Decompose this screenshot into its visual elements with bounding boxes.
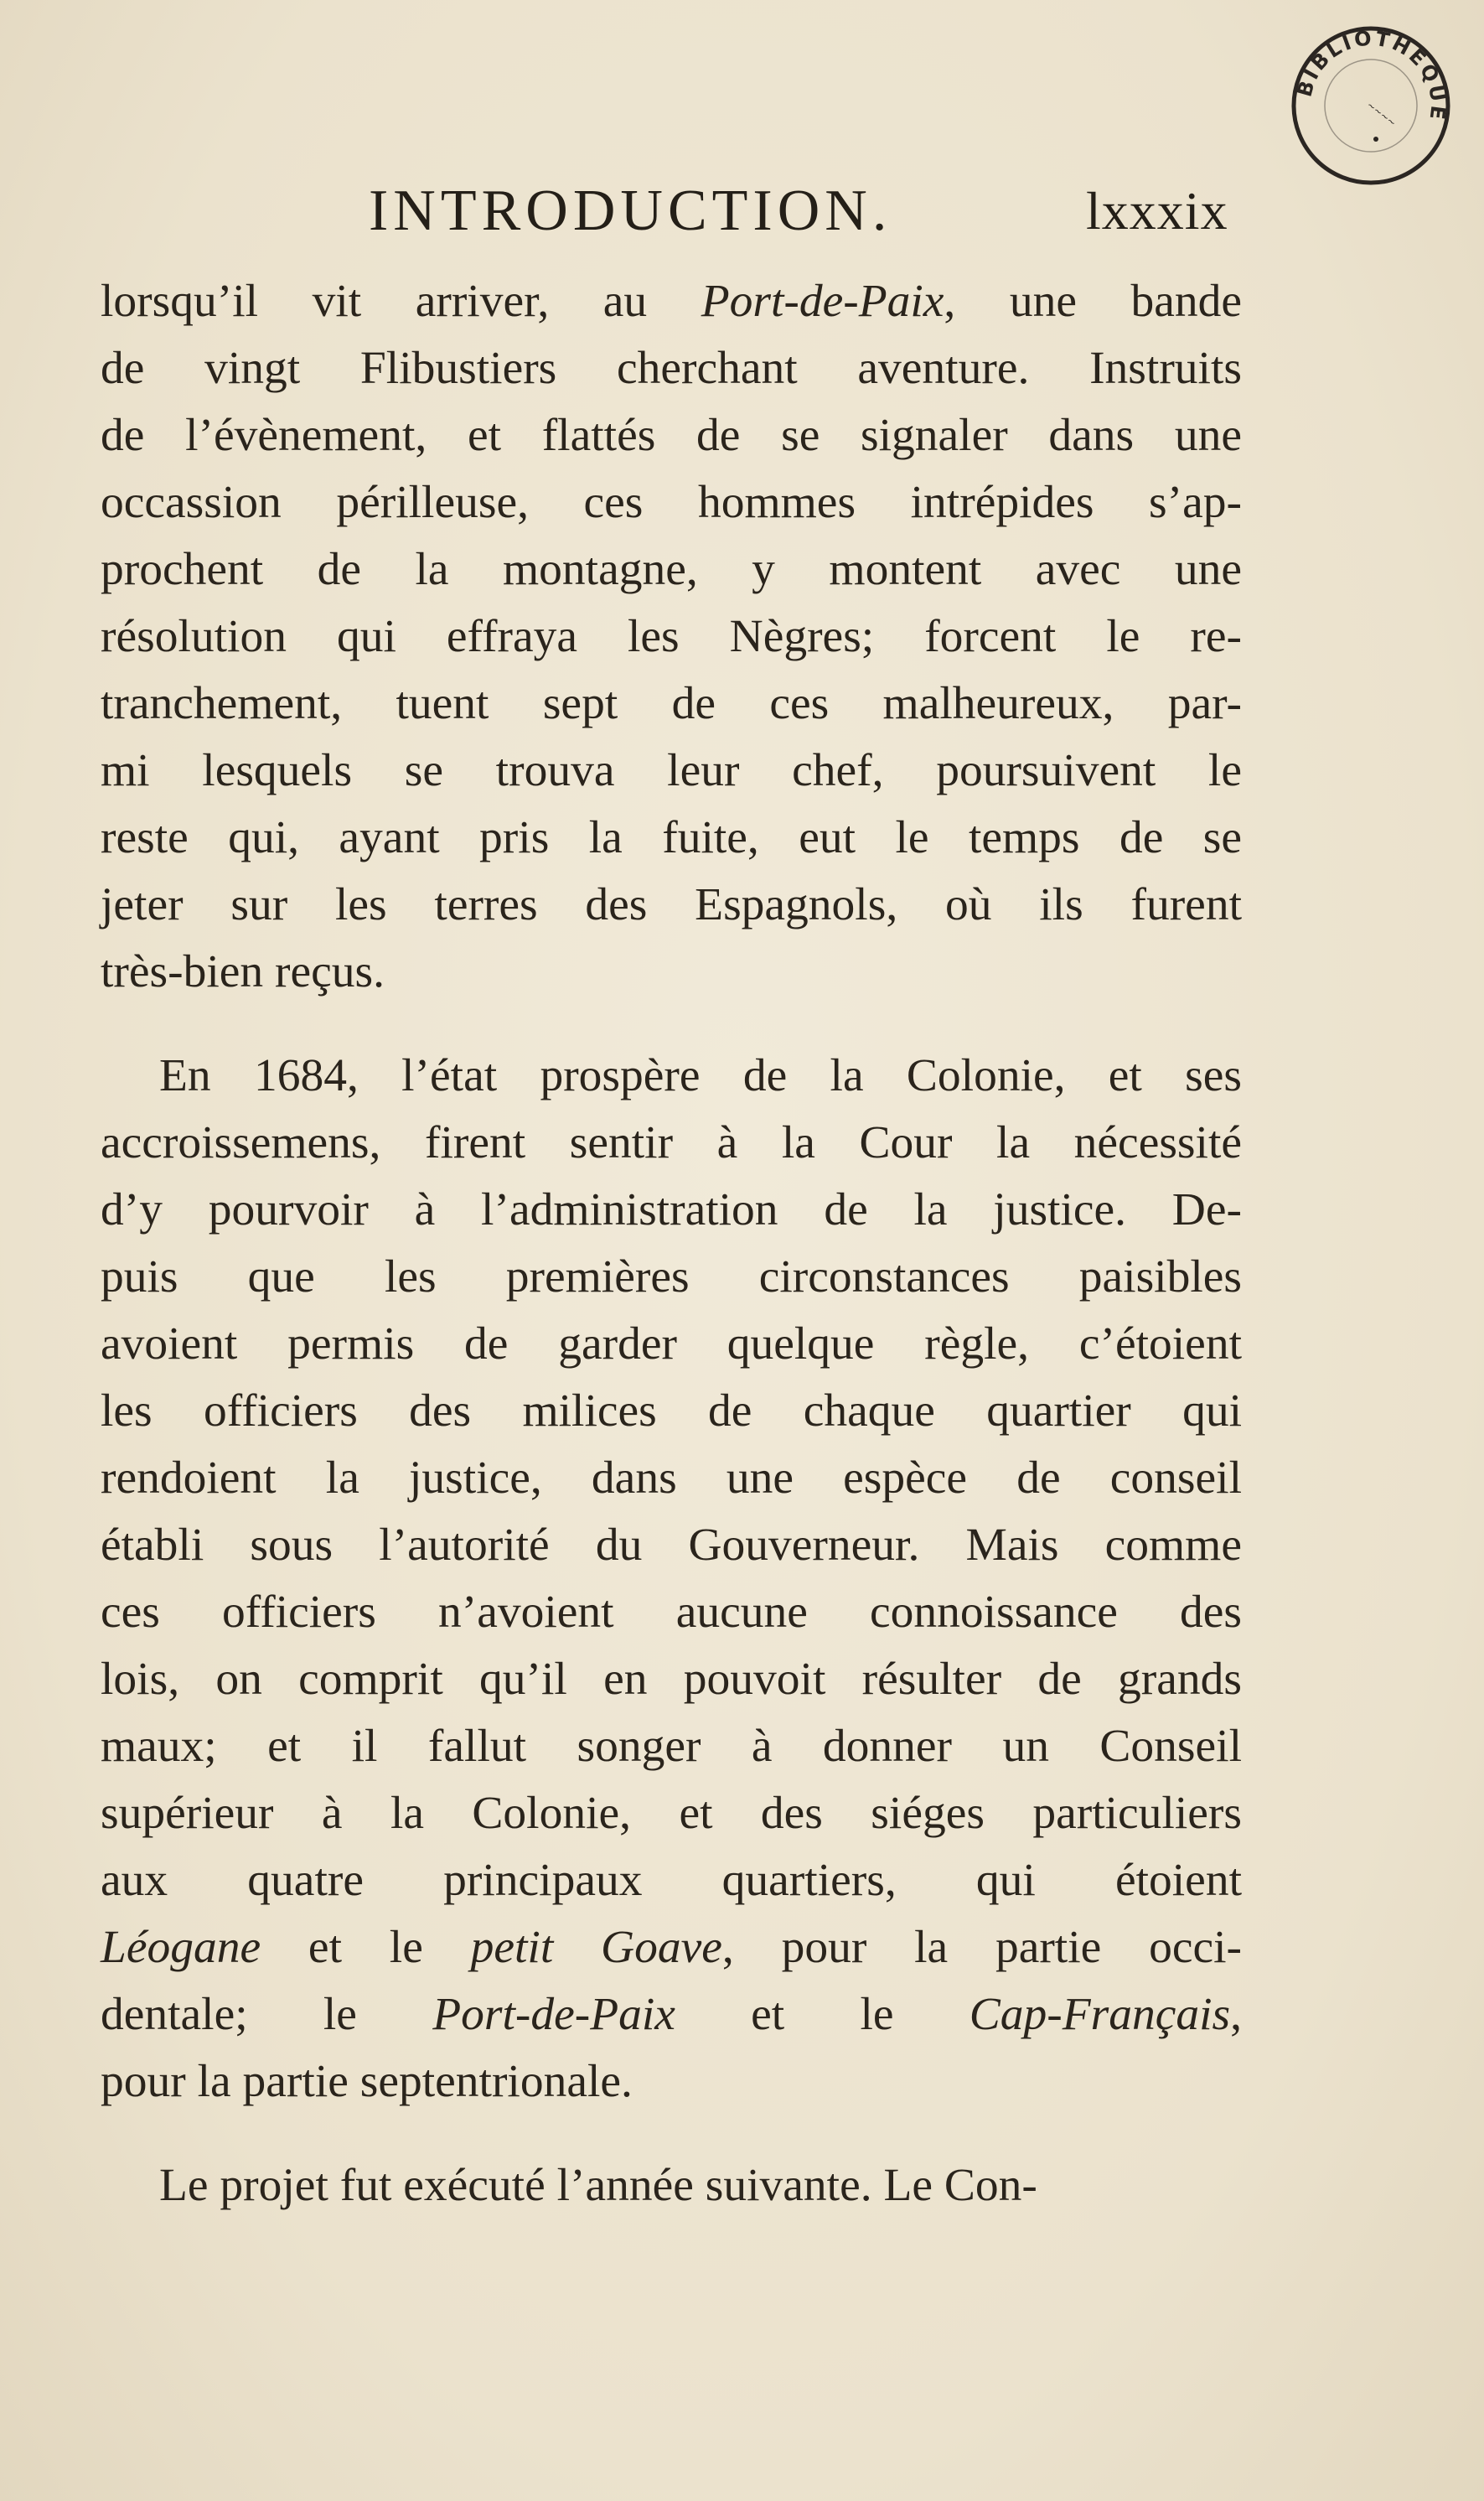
text-segment: En 1684, l’état prospère de la Colonie, et ses [159, 1050, 1242, 1101]
text-line [101, 268, 1242, 335]
text-segment: occassion périlleuse, ces hommes intrépides s’ap- [101, 477, 1242, 528]
text-segment: reste qui, ayant pris la fuite, eut le temps de se [101, 812, 1242, 863]
text-line [101, 1445, 1242, 1512]
italic-place-name: Port-de-Paix [701, 276, 944, 327]
library-stamp [1289, 23, 1453, 188]
text-segment: supérieur à la Colonie, et des siéges particuliers [101, 1788, 1242, 1839]
text-line [101, 1914, 1242, 1981]
text-segment: et le [675, 1989, 970, 2040]
text-segment: établi sous l’autorité du Gouverneur. Mais comme [101, 1520, 1242, 1571]
text-line [101, 1646, 1242, 1713]
text-line [101, 1981, 1242, 2048]
text-line [101, 738, 1242, 805]
text-segment: d’y pourvoir à l’administration de la justice. De- [101, 1184, 1242, 1235]
text-line [101, 1177, 1242, 1244]
text-segment: de vingt Flibustiers cherchant aventure. Instruits [101, 343, 1242, 394]
body-text [101, 268, 1242, 2219]
text-segment: de l’évènement, et flattés de se signaler dans une [101, 410, 1242, 461]
text-segment: lorsqu’il vit arriver, au [101, 276, 701, 327]
text-line [101, 1847, 1242, 1914]
italic-place-name: Cap-Français [969, 1989, 1231, 2040]
text-segment: , pour la partie occi- [721, 1922, 1242, 1973]
text-segment: accroissemens, firent sentir à la Cour la nécessité [101, 1117, 1242, 1168]
paragraph [101, 1043, 1242, 2115]
text-line [101, 872, 1242, 939]
text-segment: , une bande [944, 276, 1242, 327]
text-segment: dentale; le [101, 1989, 433, 2040]
italic-place-name: petit Goave [470, 1922, 722, 1973]
text-line [101, 1110, 1242, 1177]
paragraph-gap [101, 2115, 1242, 2152]
page-number: lxxxix [1086, 181, 1228, 241]
text-line [101, 1713, 1242, 1780]
italic-place-name: Port-de-Paix [432, 1989, 675, 2040]
text-segment: mi lesquels se trouva leur chef, poursuivent le [101, 745, 1242, 796]
text-segment: jeter sur les terres des Espagnols, où ils furent [101, 879, 1242, 930]
text-line [101, 1311, 1242, 1378]
text-line [101, 1579, 1242, 1646]
text-line [101, 1244, 1242, 1311]
text-line [101, 335, 1242, 402]
text-segment: puis que les premières circonstances paisibles [101, 1251, 1242, 1302]
running-head [0, 178, 1484, 245]
paragraph-gap [101, 1006, 1242, 1043]
text-segment: Le projet fut exécuté l’année suivante. Le Con- [159, 2160, 1037, 2211]
text-segment: rendoient la justice, dans une espèce de conseil [101, 1452, 1242, 1504]
stamp-text: BIBLIOTHEQUE [1292, 26, 1450, 124]
text-line [101, 805, 1242, 872]
text-segment: , [1230, 1989, 1243, 2040]
text-line [101, 1780, 1242, 1847]
text-line [101, 2152, 1242, 2219]
text-line [101, 536, 1242, 603]
text-line [101, 2048, 1242, 2115]
text-line [101, 469, 1242, 536]
text-segment: maux; et il fallut songer à donner un Conseil [101, 1721, 1242, 1772]
paragraph [101, 268, 1242, 1006]
text-segment: prochent de la montagne, y montent avec une [101, 544, 1242, 595]
text-segment: tranchement, tuent sept de ces malheureux, par- [101, 678, 1242, 729]
text-segment: avoient permis de garder quelque règle, c’étoient [101, 1318, 1242, 1370]
italic-place-name: Léogane [101, 1922, 261, 1973]
text-line [101, 402, 1242, 469]
text-segment: aux quatre principaux quartiers, qui étoient [101, 1855, 1242, 1906]
text-segment: très-bien reçus. [101, 946, 385, 997]
text-line [101, 671, 1242, 738]
text-segment: pour la partie septentrionale. [101, 2056, 633, 2107]
text-line [101, 1512, 1242, 1579]
text-segment: lois, on comprit qu’il en pouvoit résulter de grands [101, 1654, 1242, 1705]
text-line [101, 1043, 1242, 1110]
text-segment: ces officiers n’avoient aucune connoissance des [101, 1587, 1242, 1638]
text-line [101, 1378, 1242, 1445]
text-segment: et le [261, 1922, 471, 1973]
text-segment: résolution qui effraya les Nègres; forcent le re- [101, 611, 1242, 662]
text-line [101, 939, 1242, 1006]
paragraph [101, 2152, 1242, 2219]
svg-text:~~~~: ~~~~ [1364, 99, 1399, 129]
running-head-title: INTRODUCTION. [369, 179, 892, 243]
text-segment: les officiers des milices de chaque quartier qui [101, 1385, 1242, 1437]
text-line [101, 603, 1242, 671]
